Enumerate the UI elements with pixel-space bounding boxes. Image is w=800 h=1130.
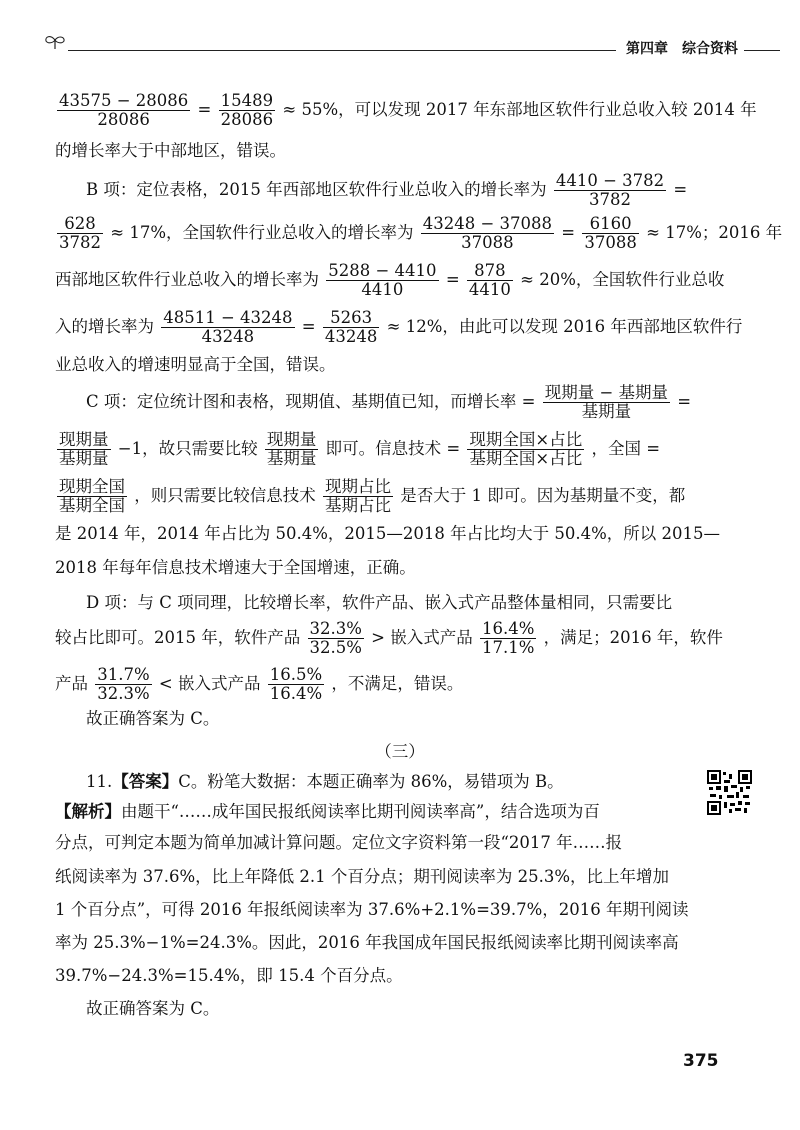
fraction: $\frac{32.3\%}{32.5\%}$ (309, 619, 362, 657)
fraction: 现期全国×占比 基期全国×占比 (469, 430, 583, 468)
fraction: $\frac{5288 - 4410}{4410}$ (328, 261, 437, 299)
p2-line4: 入的增长率为 $\frac{48511 - 43248}{43248}$ = $\frac{5263}{43248}$ ≈ 12%，由此可以发现 2016 年西部地区软件行 (55, 308, 743, 346)
chapter-label: 第四章 (626, 41, 668, 57)
p2-line2: $\frac{628}{3782}$ ≈ 17%，全国软件行业总收入的增长率为 $\frac{43248 - 37088}{37088}$ = $\frac{6160}{37088}$ ≈ 17%；2016 年 (59, 214, 783, 252)
p4-line2: 较占比即可。2015 年，软件产品 $\frac{32.3\%}{32.5\%}$ > 嵌入式产品 $\frac{16.4\%}{17.1\%}$ ，满足；2016 年，软件 (55, 619, 723, 657)
q11-jx-line2: 分点，可判定本题为简单加减计算问题。定位文字资料第一段“2017 年……报 (55, 833, 623, 852)
sprout-icon (44, 34, 66, 50)
answer-label: 【答案】 (112, 772, 179, 791)
header-text (626, 38, 744, 58)
qr-code-icon[interactable] (707, 770, 752, 815)
fraction: $\frac{5263}{43248}$ (324, 308, 378, 346)
p2-line1: B 项：定位表格，2015 年西部地区软件行业总收入的增长率为 $\frac{4410 - 3782}{3782}$ = (86, 171, 688, 209)
fraction: $\frac{16.4\%}{17.1\%}$ (482, 619, 535, 657)
fraction: $\frac{628}{3782}$ (59, 214, 101, 252)
p3-line3: 现期全国 基期全国 ，则只需要比较信息技术 现期占比 基期占比 是否大于 1 即可。因为基期量不变，都 (59, 477, 686, 515)
p4-line1: D 项：与 C 项同理，比较增长率，软件产品、嵌入式产品整体量相同，只需要比 (86, 593, 673, 612)
fraction: $\frac{43248 - 37088}{37088}$ (422, 214, 553, 252)
header-rule-right (744, 50, 780, 51)
section-label: 综合资料 (682, 41, 738, 57)
page-header (38, 32, 780, 60)
q11-jx-line5: 率为 25.3%−1%=24.3%。因此，2016 年我国成年国民报纸阅读率比期刊阅读率高 (55, 933, 679, 952)
section-title: （三） (375, 742, 425, 761)
q11-jx-line1: 【解析】由题干“……成年国民报纸阅读率比期刊阅读率高”，结合选项为百 (55, 802, 600, 821)
question-number: 11. (86, 772, 113, 791)
fraction: $\frac{31.7\%}{32.3\%}$ (97, 665, 150, 703)
p2-line5: 业总收入的增速明显高于全国，错误。 (55, 355, 336, 374)
fraction: $\frac{4410 - 3782}{3782}$ (555, 171, 665, 209)
header-rule (68, 50, 616, 51)
answer-text: C。粉笔大数据：本题正确率为 86%，易错项为 B。 (178, 772, 564, 791)
p3-line5: 2018 年每年信息技术增速大于全国增速，正确。 (55, 558, 416, 577)
q11-jx-line4: 1 个百分点”，可得 2016 年报纸阅读率为 37.6%+2.1%=39.7%，2016 年期刊阅读 (55, 900, 689, 919)
p3-line1: C 项：定位统计图和表格，现期值、基期值已知，而增长率 = 现期量 − 基期量 基期量 = (86, 383, 692, 421)
fraction: 现期量 基期量 (59, 430, 109, 468)
q11-jx-line6: 39.7%−24.3%=15.4%，即 15.4 个百分点。 (55, 966, 403, 985)
fraction: 现期占比 基期占比 (325, 477, 391, 515)
p2-line3: 西部地区软件行业总收入的增长率为 $\frac{5288 - 4410}{4410}$ = $\frac{878}{4410}$ ≈ 20%，全国软件行业总收 (55, 261, 725, 299)
q11-answer-line (86, 771, 564, 793)
answer-line-2: 故正确答案为 C。 (86, 999, 220, 1018)
p1-line1: $\frac{43575 - 28086}{28086}$ = $\frac{15489}{28086}$ ≈ 55%，可以发现 2017 年东部地区软件行业总收入较 2014 年 (59, 91, 757, 129)
answer-line-1: 故正确答案为 C。 (86, 709, 220, 728)
fraction: $\frac{878}{4410}$ (468, 261, 511, 299)
page-number: 375 (683, 1051, 719, 1071)
p4-line3: 产品 $\frac{31.7\%}{32.3\%}$ < 嵌入式产品 $\frac{16.5\%}{16.4\%}$ ，不满足，错误。 (55, 665, 464, 703)
analysis-label: 【解析】 (55, 802, 121, 821)
fraction: $\frac{16.5\%}{16.4\%}$ (269, 665, 323, 703)
fraction: $\frac{6160}{37088}$ (584, 214, 637, 252)
fraction: $\frac{15489}{28086}$ (220, 91, 274, 129)
p3-line2: 现期量 基期量 −1，故只需要比较 现期量 基期量 即可。信息技术 = 现期全国×占比 基期全国×占比 ，全国 = (59, 430, 661, 468)
fraction: $\frac{48511 - 43248}{43248}$ (163, 308, 293, 346)
fraction: 现期量 基期量 (266, 430, 317, 468)
fraction: 现期全国 基期全国 (59, 477, 125, 515)
fraction: $\frac{43575 - 28086}{28086}$ (59, 91, 189, 129)
p3-line4: 是 2014 年，2014 年占比为 50.4%，2015—2018 年占比均大于 50.4%，所以 2015— (55, 524, 721, 543)
q11-jx-line3: 纸阅读率为 37.6%，比上年降低 2.1 个百分点；期刊阅读率为 25.3%，比上年增加 (55, 867, 670, 886)
fraction: 现期量 − 基期量 基期量 (544, 383, 669, 421)
p1-line2: 的增长率大于中部地区，错误。 (55, 141, 286, 160)
